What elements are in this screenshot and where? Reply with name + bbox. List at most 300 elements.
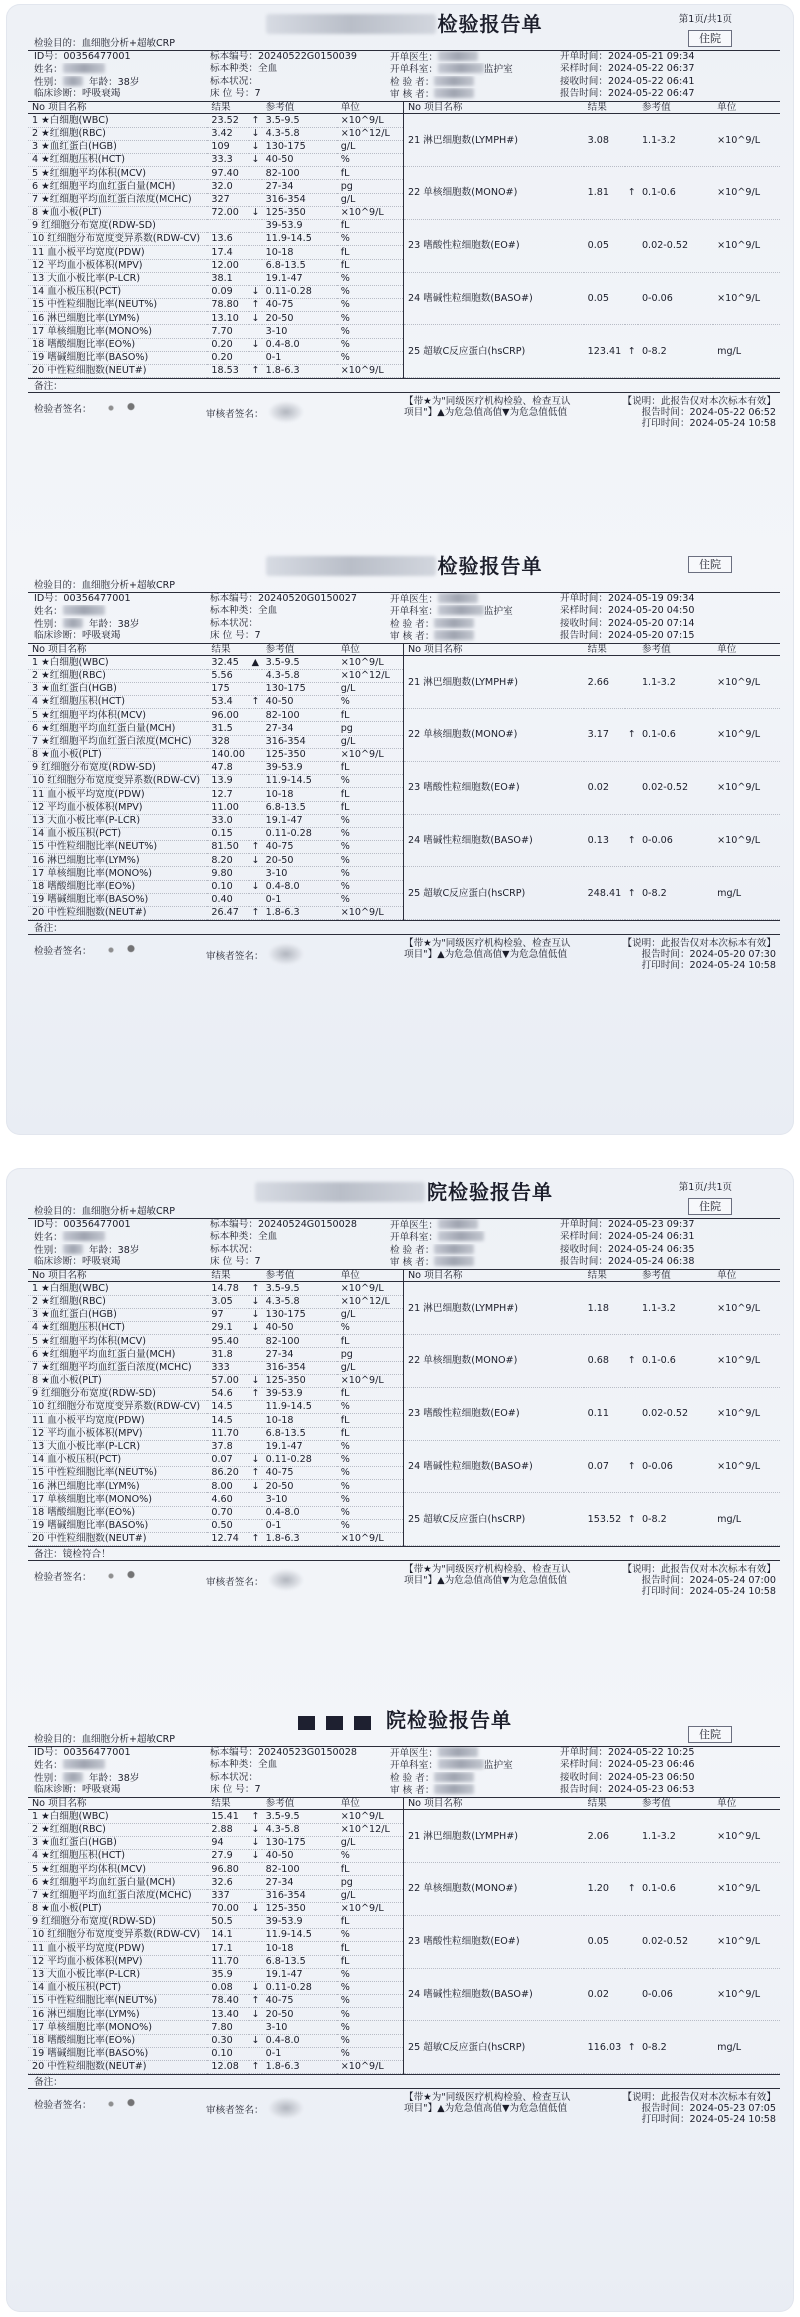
table-header: No 项目名称 结果 参考值 单位 bbox=[28, 644, 404, 656]
reference-range: 3-10 bbox=[262, 867, 337, 880]
report-statement: 【说明：此报告仅对本次标本有效】 bbox=[622, 938, 776, 950]
unit: g/L bbox=[337, 1308, 404, 1321]
abnormal-flag: ↓ bbox=[249, 154, 262, 167]
abnormal-flag: ↑ bbox=[625, 325, 638, 378]
test-name: 7 ★红细胞平均血红蛋白浓度(MCHC) bbox=[28, 193, 207, 206]
report-time: 报告时间：2024-05-24 06:38 bbox=[560, 1256, 695, 1268]
table-row bbox=[404, 325, 780, 378]
footer-print-time: 打印时间：2024-05-24 10:58 bbox=[641, 960, 776, 972]
table-row bbox=[404, 814, 780, 867]
unit: mg/L bbox=[713, 867, 780, 920]
test-name: 20 中性粒细胞数(NEUT#) bbox=[28, 365, 207, 378]
test-result: 2.66 bbox=[584, 656, 626, 709]
report-footer bbox=[28, 1547, 780, 1601]
unit: ×10^9/L bbox=[337, 2061, 404, 2074]
reference-range: 0-0.06 bbox=[638, 1440, 713, 1493]
test-result: 0.02 bbox=[584, 1968, 626, 2021]
reference-range: 10-18 bbox=[262, 1942, 337, 1955]
unit: mg/L bbox=[713, 2021, 780, 2074]
checker-signature: 审核者签名： bbox=[206, 2097, 304, 2119]
unit: fL bbox=[337, 1863, 404, 1876]
reference-range: 0-8.2 bbox=[638, 867, 713, 920]
test-purpose: 检验目的：血细胞分析+超敏CRP bbox=[28, 1206, 780, 1219]
abnormal-flag bbox=[249, 827, 262, 840]
abnormal-flag bbox=[625, 1282, 638, 1335]
reference-range: 40-75 bbox=[262, 841, 337, 854]
table-row bbox=[28, 233, 404, 246]
reference-range: 3.5-9.5 bbox=[262, 656, 337, 669]
table-row bbox=[404, 867, 780, 920]
test-name: 4 ★红细胞压积(HCT) bbox=[28, 1322, 207, 1335]
reference-range: 11.9-14.5 bbox=[262, 775, 337, 788]
unit: ×10^9/L bbox=[713, 1387, 780, 1440]
unit: ×10^9/L bbox=[337, 1810, 404, 1823]
table-row bbox=[28, 748, 404, 761]
table-row bbox=[28, 907, 404, 920]
unit: ×10^9/L bbox=[337, 1533, 404, 1546]
test-result: 13.10 bbox=[207, 312, 249, 325]
unit: ×10^9/L bbox=[713, 1968, 780, 2021]
test-result: 2.88 bbox=[207, 1823, 249, 1836]
unit: ×10^9/L bbox=[713, 1810, 780, 1863]
test-result: 2.06 bbox=[584, 1810, 626, 1863]
unit: ×10^9/L bbox=[713, 272, 780, 325]
unit: ×10^9/L bbox=[713, 656, 780, 709]
test-result: 3.17 bbox=[584, 709, 626, 762]
table-row bbox=[404, 761, 780, 814]
table-row bbox=[28, 1348, 404, 1361]
abnormal-flag bbox=[249, 893, 262, 906]
reference-range: 0-8.2 bbox=[638, 2021, 713, 2074]
abnormal-flag: ↑ bbox=[625, 1335, 638, 1388]
signature-image bbox=[268, 1569, 304, 1591]
specimen-type: 标本种类：全血 bbox=[210, 1231, 278, 1243]
abnormal-flag: ▲ bbox=[249, 656, 262, 669]
lab-report bbox=[28, 12, 780, 433]
unit: % bbox=[337, 1493, 404, 1506]
test-name: 24 嗜碱性粒细胞数(BASO#) bbox=[404, 1440, 584, 1493]
redacted-hospital-name bbox=[296, 1711, 384, 1731]
reference-range: 0-8.2 bbox=[638, 325, 713, 378]
unit: fL bbox=[337, 246, 404, 259]
reference-range: 11.9-14.5 bbox=[262, 1929, 337, 1942]
table-row bbox=[28, 827, 404, 840]
test-result: 0.08 bbox=[207, 1981, 249, 1994]
test-result: 12.00 bbox=[207, 259, 249, 272]
reference-range: 39-53.9 bbox=[262, 1915, 337, 1928]
redacted-sex bbox=[63, 618, 83, 628]
abnormal-flag: ↑ bbox=[625, 709, 638, 762]
abnormal-flag bbox=[249, 246, 262, 259]
unit: fL bbox=[337, 788, 404, 801]
test-name: 13 大血小板比率(P-LCR) bbox=[28, 1968, 207, 1981]
critical-value-notice: 【带★为"同级医疗机构检验、检查互认项目"】▲为危急值高值▼为危急值低值 bbox=[404, 1564, 571, 1587]
redacted-examiner bbox=[434, 1244, 474, 1254]
report-title-text: 检验报告单 bbox=[437, 12, 543, 36]
table-row bbox=[28, 127, 404, 140]
unit: mg/L bbox=[713, 1493, 780, 1546]
test-name: 5 ★红细胞平均体积(MCV) bbox=[28, 709, 207, 722]
patient-info bbox=[28, 1219, 780, 1269]
test-name: 25 超敏C反应蛋白(hsCRP) bbox=[404, 867, 584, 920]
abnormal-flag bbox=[625, 1915, 638, 1968]
table-row bbox=[28, 1889, 404, 1902]
reference-range: 130-175 bbox=[262, 1308, 337, 1321]
table-row bbox=[28, 351, 404, 364]
abnormal-flag bbox=[249, 1876, 262, 1889]
patient-name: 姓名： bbox=[34, 1759, 210, 1771]
abnormal-flag bbox=[249, 1942, 262, 1955]
test-result: 1.18 bbox=[584, 1282, 626, 1335]
table-row bbox=[404, 1282, 780, 1335]
table-row bbox=[28, 814, 404, 827]
test-result: 0.30 bbox=[207, 2034, 249, 2047]
examiner-signature: 检验者签名： bbox=[34, 401, 146, 416]
reference-range: 316-354 bbox=[262, 735, 337, 748]
test-name: 16 淋巴细胞比率(LYM%) bbox=[28, 854, 207, 867]
test-result: 0.07 bbox=[584, 1440, 626, 1493]
table-row bbox=[28, 312, 404, 325]
checker: 审 核 者： bbox=[390, 1784, 560, 1796]
test-name: 20 中性粒细胞数(NEUT#) bbox=[28, 2061, 207, 2074]
ordering-dept: 开单科室： bbox=[390, 1231, 560, 1243]
specimen-type: 标本种类：全血 bbox=[210, 605, 278, 617]
test-result: 53.4 bbox=[207, 696, 249, 709]
test-result: 248.41 bbox=[584, 867, 626, 920]
test-result: 95.40 bbox=[207, 1335, 249, 1348]
critical-value-notice: 【带★为"同级医疗机构检验、检查互认项目"】▲为危急值高值▼为危急值低值 bbox=[404, 396, 571, 419]
test-name: 3 ★血红蛋白(HGB) bbox=[28, 682, 207, 695]
test-result: 54.6 bbox=[207, 1387, 249, 1400]
test-result: 70.00 bbox=[207, 1902, 249, 1915]
test-name: 6 ★红细胞平均血红蛋白量(MCH) bbox=[28, 1876, 207, 1889]
collect-time: 采样时间：2024-05-22 06:37 bbox=[560, 63, 695, 75]
unit: % bbox=[337, 1929, 404, 1942]
reference-range: 20-50 bbox=[262, 2008, 337, 2021]
unit: g/L bbox=[337, 193, 404, 206]
table-row bbox=[28, 1361, 404, 1374]
test-result: 9.80 bbox=[207, 867, 249, 880]
abnormal-flag: ↓ bbox=[249, 285, 262, 298]
unit: % bbox=[337, 1506, 404, 1519]
unit: % bbox=[337, 893, 404, 906]
test-name: 13 大血小板比率(P-LCR) bbox=[28, 1440, 207, 1453]
report-statement: 【说明：此报告仅对本次标本有效】 bbox=[622, 1564, 776, 1576]
patient-info bbox=[28, 51, 780, 101]
redacted-name bbox=[63, 1759, 105, 1769]
table-row bbox=[28, 1823, 404, 1836]
reference-range: 39-53.9 bbox=[262, 1387, 337, 1400]
abnormal-flag bbox=[249, 1955, 262, 1968]
abnormal-flag bbox=[249, 2021, 262, 2034]
abnormal-flag: ↑ bbox=[249, 1467, 262, 1480]
test-purpose: 检验目的：血细胞分析+超敏CRP bbox=[28, 1734, 780, 1747]
test-name: 4 ★红细胞压积(HCT) bbox=[28, 154, 207, 167]
test-result: 96.00 bbox=[207, 709, 249, 722]
bed-number: 床 位 号：7 bbox=[210, 1256, 261, 1268]
clinical-diagnosis: 临床诊断：呼吸衰竭 bbox=[34, 1784, 121, 1796]
table-row bbox=[28, 893, 404, 906]
test-result: 1.20 bbox=[584, 1863, 626, 1916]
abnormal-flag: ↑ bbox=[249, 1282, 262, 1295]
table-row bbox=[28, 1414, 404, 1427]
test-name: 16 淋巴细胞比率(LYM%) bbox=[28, 312, 207, 325]
patient-id: ID号：00356477001 bbox=[34, 51, 131, 62]
reference-range: 39-53.9 bbox=[262, 219, 337, 232]
test-name: 23 嗜酸性粒细胞数(EO#) bbox=[404, 761, 584, 814]
examiner-signature: 检验者签名： bbox=[34, 1569, 146, 1584]
checker: 审 核 者： bbox=[390, 1256, 560, 1268]
unit: % bbox=[337, 854, 404, 867]
abnormal-flag: ↑ bbox=[249, 841, 262, 854]
unit: % bbox=[337, 312, 404, 325]
checker-signature: 审核者签名： bbox=[206, 943, 304, 965]
test-name: 17 单核细胞比率(MONO%) bbox=[28, 867, 207, 880]
reference-range: 27-34 bbox=[262, 180, 337, 193]
lab-report bbox=[28, 554, 780, 975]
unit: ×10^12/L bbox=[337, 1823, 404, 1836]
reference-range: 0-8.2 bbox=[638, 1493, 713, 1546]
test-name: 8 ★血小板(PLT) bbox=[28, 748, 207, 761]
test-name: 23 嗜酸性粒细胞数(EO#) bbox=[404, 219, 584, 272]
test-result: 123.41 bbox=[584, 325, 626, 378]
table-row bbox=[28, 775, 404, 788]
report-time: 报告时间：2024-05-20 07:15 bbox=[560, 630, 695, 642]
ordering-dept: 开单科室： 监护室 bbox=[390, 64, 513, 76]
reference-range: 1.8-6.3 bbox=[262, 907, 337, 920]
test-name: 9 红细胞分布宽度(RDW-SD) bbox=[28, 1387, 207, 1400]
abnormal-flag: ↓ bbox=[249, 338, 262, 351]
patient-info bbox=[28, 593, 780, 643]
test-name: 18 嗜酸细胞比率(EO%) bbox=[28, 880, 207, 893]
test-name: 18 嗜酸细胞比率(EO%) bbox=[28, 2034, 207, 2047]
abnormal-flag: ↑ bbox=[625, 1863, 638, 1916]
table-row bbox=[28, 1335, 404, 1348]
unit: ×10^12/L bbox=[337, 127, 404, 140]
abnormal-flag bbox=[249, 1863, 262, 1876]
reference-range: 6.8-13.5 bbox=[262, 801, 337, 814]
unit: ×10^9/L bbox=[713, 114, 780, 167]
signature-image bbox=[96, 401, 146, 415]
footer-report-time: 报告时间：2024-05-20 07:30 bbox=[641, 949, 776, 961]
test-name: 23 嗜酸性粒细胞数(EO#) bbox=[404, 1915, 584, 1968]
reference-range: 0.1-0.6 bbox=[638, 167, 713, 220]
test-result: 12.7 bbox=[207, 788, 249, 801]
patient-sex-age: 性别： 年龄：38岁 bbox=[34, 1772, 140, 1784]
test-name: 2 ★红细胞(RBC) bbox=[28, 669, 207, 682]
abnormal-flag: ↑ bbox=[249, 2061, 262, 2074]
reference-range: 11.9-14.5 bbox=[262, 1401, 337, 1414]
remark: 备注： bbox=[28, 2075, 780, 2089]
unit: % bbox=[337, 1480, 404, 1493]
test-result: 327 bbox=[207, 193, 249, 206]
redacted-name bbox=[63, 1231, 105, 1241]
unit: g/L bbox=[337, 1361, 404, 1374]
test-result: 37.8 bbox=[207, 1440, 249, 1453]
unit: % bbox=[337, 1981, 404, 1994]
test-name: 11 血小板平均宽度(PDW) bbox=[28, 1942, 207, 1955]
table-header: No 项目名称 结果 参考值 单位 bbox=[404, 1798, 780, 1810]
redacted-examiner bbox=[434, 618, 474, 628]
reference-range: 20-50 bbox=[262, 854, 337, 867]
order-time: 开单时间：2024-05-19 09:34 bbox=[560, 593, 695, 604]
unit: ×10^9/L bbox=[337, 114, 404, 127]
unit: ×10^9/L bbox=[713, 167, 780, 220]
clinical-diagnosis: 临床诊断：呼吸衰竭 bbox=[34, 88, 121, 100]
table-header: No 项目名称 结果 参考值 单位 bbox=[404, 102, 780, 114]
reference-range: 20-50 bbox=[262, 1480, 337, 1493]
test-name: 7 ★红细胞平均血红蛋白浓度(MCHC) bbox=[28, 1361, 207, 1374]
test-name: 11 血小板平均宽度(PDW) bbox=[28, 1414, 207, 1427]
unit: ×10^12/L bbox=[337, 1295, 404, 1308]
results-table-right bbox=[404, 1270, 780, 1547]
test-name: 6 ★红细胞平均血红蛋白量(MCH) bbox=[28, 1348, 207, 1361]
abnormal-flag: ↓ bbox=[249, 1902, 262, 1915]
table-header: No 项目名称 结果 参考值 单位 bbox=[404, 1270, 780, 1282]
test-name: 6 ★红细胞平均血红蛋白量(MCH) bbox=[28, 180, 207, 193]
reference-range: 19.1-47 bbox=[262, 1968, 337, 1981]
abnormal-flag: ↓ bbox=[249, 2034, 262, 2047]
report-footer bbox=[28, 2075, 780, 2129]
abnormal-flag bbox=[249, 722, 262, 735]
table-row bbox=[28, 1533, 404, 1546]
abnormal-flag: ↓ bbox=[249, 1308, 262, 1321]
test-name: 15 中性粒细胞比率(NEUT%) bbox=[28, 841, 207, 854]
unit: ×10^9/L bbox=[337, 206, 404, 219]
table-row bbox=[28, 854, 404, 867]
unit: ×10^9/L bbox=[713, 1440, 780, 1493]
test-result: 38.1 bbox=[207, 272, 249, 285]
order-time: 开单时间：2024-05-23 09:37 bbox=[560, 1219, 695, 1230]
test-result: 109 bbox=[207, 140, 249, 153]
results-area bbox=[28, 1270, 780, 1548]
results-table-right bbox=[404, 644, 780, 921]
abnormal-flag bbox=[249, 1889, 262, 1902]
abnormal-flag bbox=[249, 351, 262, 364]
test-result: 27.9 bbox=[207, 1850, 249, 1863]
test-result bbox=[207, 219, 249, 232]
table-row bbox=[28, 2061, 404, 2074]
unit: ×10^9/L bbox=[713, 761, 780, 814]
test-name: 16 淋巴细胞比率(LYM%) bbox=[28, 1480, 207, 1493]
test-name: 3 ★血红蛋白(HGB) bbox=[28, 1836, 207, 1849]
test-name: 18 嗜酸细胞比率(EO%) bbox=[28, 1506, 207, 1519]
unit: fL bbox=[337, 1414, 404, 1427]
reference-range: 1.8-6.3 bbox=[262, 2061, 337, 2074]
test-name: 15 中性粒细胞比率(NEUT%) bbox=[28, 1995, 207, 2008]
test-result: 0.11 bbox=[584, 1387, 626, 1440]
abnormal-flag bbox=[625, 219, 638, 272]
abnormal-flag bbox=[249, 1440, 262, 1453]
reference-range: 4.3-5.8 bbox=[262, 127, 337, 140]
redacted-checker bbox=[434, 630, 474, 640]
test-result: 8.00 bbox=[207, 1480, 249, 1493]
redacted-doctor bbox=[438, 1219, 478, 1229]
results-table-left bbox=[28, 1270, 404, 1547]
report-title-text: 检验报告单 bbox=[437, 554, 543, 578]
reference-range: 4.3-5.8 bbox=[262, 1823, 337, 1836]
unit: pg bbox=[337, 1348, 404, 1361]
unit: fL bbox=[337, 259, 404, 272]
test-name: 5 ★红细胞平均体积(MCV) bbox=[28, 1335, 207, 1348]
reference-range: 0.1-0.6 bbox=[638, 709, 713, 762]
table-row bbox=[28, 114, 404, 127]
unit: % bbox=[337, 1401, 404, 1414]
reference-range: 19.1-47 bbox=[262, 1440, 337, 1453]
unit: g/L bbox=[337, 1889, 404, 1902]
reference-range: 125-350 bbox=[262, 1374, 337, 1387]
unit: % bbox=[337, 2034, 404, 2047]
page-number: 第1页/共1页 bbox=[678, 14, 732, 25]
unit: fL bbox=[337, 1335, 404, 1348]
specimen-no: 标本编号：20240522G0150039 bbox=[210, 51, 357, 62]
table-row bbox=[28, 1810, 404, 1823]
abnormal-flag bbox=[249, 735, 262, 748]
test-name: 21 淋巴细胞数(LYMPH#) bbox=[404, 1282, 584, 1335]
critical-value-notice: 【带★为"同级医疗机构检验、检查互认项目"】▲为危急值高值▼为危急值低值 bbox=[404, 938, 571, 961]
test-name: 10 红细胞分布宽度变异系数(RDW-CV) bbox=[28, 1929, 207, 1942]
test-result: 0.05 bbox=[584, 1915, 626, 1968]
unit: ×10^9/L bbox=[337, 1902, 404, 1915]
reference-range: 40-50 bbox=[262, 696, 337, 709]
abnormal-flag bbox=[249, 193, 262, 206]
redacted-doctor bbox=[438, 1747, 478, 1757]
table-row bbox=[28, 761, 404, 774]
abnormal-flag: ↓ bbox=[249, 312, 262, 325]
abnormal-flag bbox=[625, 761, 638, 814]
report-footer bbox=[28, 379, 780, 433]
table-row bbox=[404, 1440, 780, 1493]
table-row bbox=[28, 867, 404, 880]
ordering-doctor: 开单医生： bbox=[390, 1219, 560, 1231]
test-name: 6 ★红细胞平均血红蛋白量(MCH) bbox=[28, 722, 207, 735]
reference-range: 0-1 bbox=[262, 351, 337, 364]
ward-type-badge: 住院 bbox=[688, 556, 732, 573]
abnormal-flag: ↓ bbox=[249, 127, 262, 140]
test-result: 0.20 bbox=[207, 338, 249, 351]
reference-range: 130-175 bbox=[262, 140, 337, 153]
report-title-text: 院检验报告单 bbox=[386, 1708, 512, 1732]
report-title bbox=[28, 12, 780, 36]
abnormal-flag: ↓ bbox=[249, 880, 262, 893]
test-name: 24 嗜碱性粒细胞数(BASO#) bbox=[404, 1968, 584, 2021]
unit: pg bbox=[337, 180, 404, 193]
test-result: 35.9 bbox=[207, 1968, 249, 1981]
reference-range: 0-1 bbox=[262, 1519, 337, 1532]
signature-image bbox=[96, 1569, 146, 1583]
test-result: 0.10 bbox=[207, 2047, 249, 2060]
abnormal-flag: ↓ bbox=[249, 1850, 262, 1863]
collect-time: 采样时间：2024-05-23 06:46 bbox=[560, 1759, 695, 1771]
reference-range: 0.4-8.0 bbox=[262, 1506, 337, 1519]
test-name: 20 中性粒细胞数(NEUT#) bbox=[28, 907, 207, 920]
test-name: 14 血小板压积(PCT) bbox=[28, 1453, 207, 1466]
reference-range: 0.11-0.28 bbox=[262, 1981, 337, 1994]
reference-range: 27-34 bbox=[262, 722, 337, 735]
test-name: 1 ★白细胞(WBC) bbox=[28, 1282, 207, 1295]
abnormal-flag bbox=[249, 748, 262, 761]
redacted-dept bbox=[438, 63, 484, 73]
abnormal-flag: ↓ bbox=[249, 206, 262, 219]
test-result: 72.00 bbox=[207, 206, 249, 219]
examiner: 检 验 者： bbox=[390, 1244, 560, 1256]
specimen-type: 标本种类：全血 bbox=[210, 63, 278, 75]
table-row bbox=[404, 219, 780, 272]
test-name: 7 ★红细胞平均血红蛋白浓度(MCHC) bbox=[28, 1889, 207, 1902]
unit: % bbox=[337, 272, 404, 285]
reference-range: 3.5-9.5 bbox=[262, 1282, 337, 1295]
redacted-hospital-name bbox=[266, 14, 436, 34]
